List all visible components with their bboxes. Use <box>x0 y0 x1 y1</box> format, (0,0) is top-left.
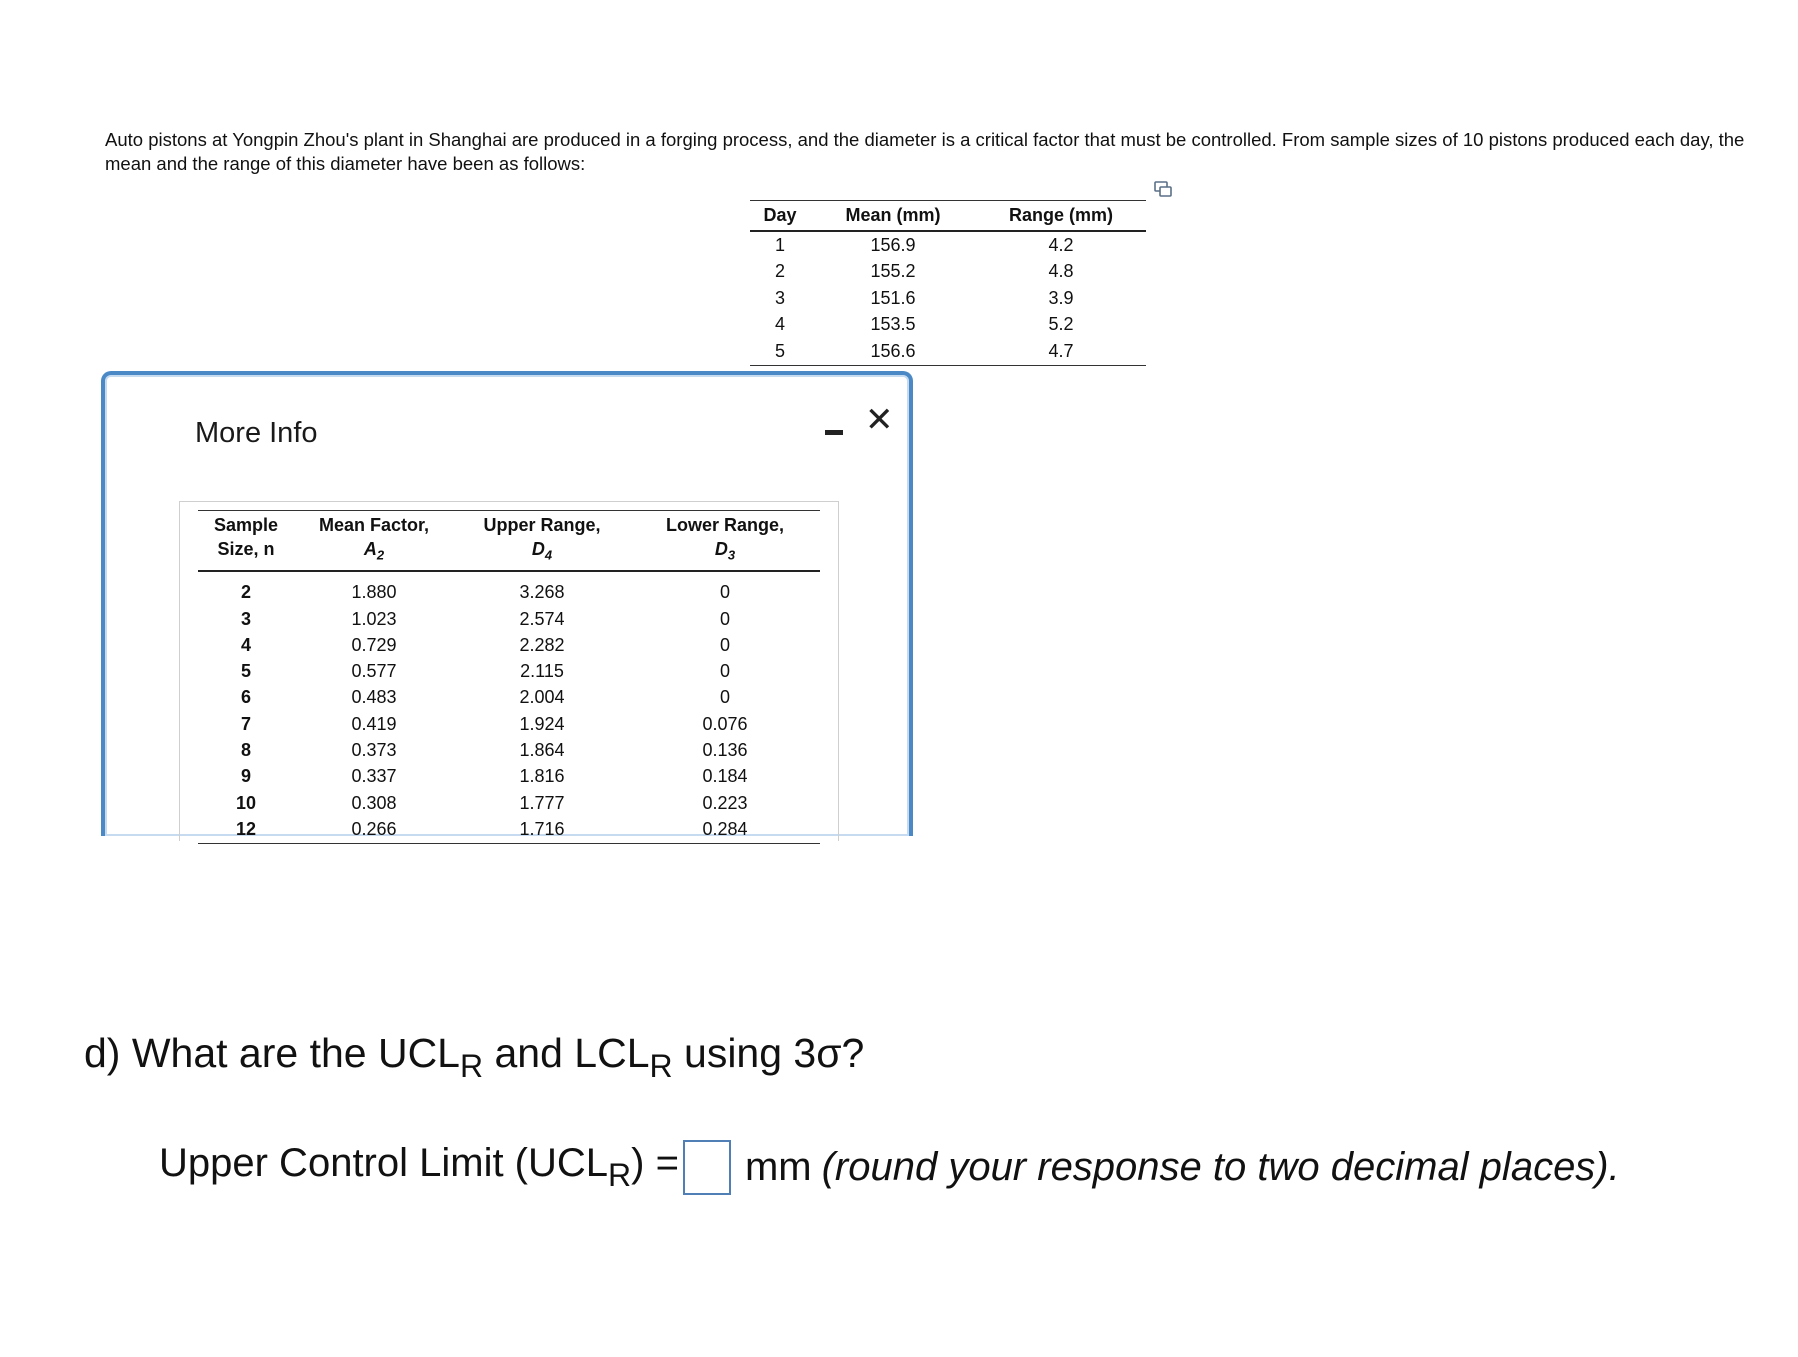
d3-cell: 0.136 <box>702 740 748 761</box>
day-cell: 3 <box>774 287 785 308</box>
table-row <box>750 312 1146 339</box>
ucl-answer-row <box>159 1140 1620 1195</box>
d4-cell: 1.864 <box>519 740 565 761</box>
d4-cell: 3.268 <box>519 582 565 603</box>
d4-cell: 1.716 <box>454 816 630 843</box>
ucl-label-text: Upper Control Limit (UCL <box>159 1141 609 1185</box>
table-row <box>750 285 1146 312</box>
d3-cell: 0 <box>719 608 730 629</box>
table-row <box>198 711 820 737</box>
table-row <box>750 259 1146 286</box>
question-sub-1: R <box>460 1048 484 1084</box>
table-row <box>750 338 1146 365</box>
table-row <box>198 737 820 763</box>
d4-cell: 1.924 <box>519 713 565 734</box>
d3-symbol-sub: 3 <box>727 547 736 563</box>
header-upper-range-line1: Upper Range, <box>483 515 601 535</box>
question-text-3: using 3σ? <box>672 1030 865 1076</box>
question-text-1: d) What are the UCL <box>84 1030 460 1076</box>
a2-cell: 0.373 <box>351 740 397 761</box>
question-sub-2: R <box>649 1048 673 1084</box>
header-sample-size <box>198 511 294 571</box>
table-row <box>198 790 820 816</box>
table-row <box>198 658 820 684</box>
range-cell: 4.8 <box>1048 261 1074 282</box>
ucl-label <box>159 1141 679 1194</box>
rounding-hint: (round your response to two decimal places). <box>821 1145 1620 1189</box>
sample-size-cell: 8 <box>240 740 251 761</box>
copy-to-clipboard-icon[interactable] <box>1153 180 1173 198</box>
a2-cell: 0.419 <box>351 713 397 734</box>
range-cell: 4.7 <box>976 338 1146 365</box>
close-icon[interactable]: ✕ <box>865 401 894 439</box>
d4-symbol <box>531 539 553 563</box>
d4-cell: 2.282 <box>519 634 565 655</box>
sample-size-cell: 10 <box>235 792 257 813</box>
a2-cell: 0.266 <box>294 816 454 843</box>
d4-cell: 2.574 <box>519 608 565 629</box>
a2-cell: 0.729 <box>351 634 397 655</box>
mean-cell: 156.6 <box>810 338 976 365</box>
d3-cell: 0 <box>719 661 730 682</box>
sample-size-cell: 7 <box>240 713 251 734</box>
sample-size-cell: 4 <box>240 634 251 655</box>
a2-cell: 1.023 <box>351 608 397 629</box>
mean-cell: 151.6 <box>870 287 916 308</box>
sample-size-cell: 12 <box>198 816 294 843</box>
header-mean-factor-line1: Mean Factor, <box>318 515 430 535</box>
range-cell: 3.9 <box>1048 287 1074 308</box>
d3-cell: 0 <box>719 582 730 603</box>
control-chart-factor-table <box>198 510 820 844</box>
ucl-answer-input[interactable] <box>683 1140 731 1195</box>
factor-table-frame <box>179 501 839 841</box>
d4-symbol-sub: 4 <box>544 547 553 563</box>
sample-size-cell: 3 <box>240 608 251 629</box>
ucl-label-sub: R <box>608 1157 632 1193</box>
table-row <box>198 606 820 632</box>
d4-symbol-letter: D <box>531 539 545 559</box>
table-row <box>750 231 1146 259</box>
header-range: Range (mm) <box>976 201 1146 232</box>
range-cell: 5.2 <box>1048 314 1074 335</box>
a2-cell: 1.880 <box>351 582 397 603</box>
minimize-icon[interactable] <box>824 418 844 438</box>
a2-cell: 0.483 <box>351 687 397 708</box>
header-mean: Mean (mm) <box>810 201 976 232</box>
d4-cell: 1.816 <box>519 766 565 787</box>
d3-cell: 0.223 <box>702 792 748 813</box>
d3-cell: 0 <box>719 687 730 708</box>
header-day: Day <box>750 201 810 232</box>
mean-cell: 153.5 <box>870 314 916 335</box>
table-row <box>198 816 820 843</box>
daily-diameter-table <box>750 200 1146 366</box>
problem-intro: Auto pistons at Yongpin Zhou's plant in Shanghai are produced in a forging process, and the diameter is a critical factor that must be controlled. From sample sizes of 10 pistons produced each day, the mean and the range of this diameter have been as follows: <box>105 129 1745 174</box>
header-lower-range-line1: Lower Range, <box>665 515 785 535</box>
question-prompt <box>84 1030 864 1085</box>
more-info-dialog <box>101 371 913 839</box>
table-row <box>198 685 820 711</box>
table-row <box>198 764 820 790</box>
d3-cell: 0 <box>719 634 730 655</box>
d4-cell: 1.777 <box>519 792 565 813</box>
day-cell: 2 <box>774 261 785 282</box>
a2-cell: 0.337 <box>351 766 397 787</box>
table-row <box>198 571 820 606</box>
d3-cell: 0.184 <box>702 766 748 787</box>
sample-size-cell: 5 <box>240 661 251 682</box>
header-sample-size-line1: Sample <box>213 515 279 535</box>
d4-cell: 2.004 <box>519 687 565 708</box>
a2-symbol <box>363 539 385 563</box>
sample-size-cell: 9 <box>240 766 251 787</box>
d4-cell: 2.115 <box>520 661 564 682</box>
ucl-label-end: ) = <box>631 1141 679 1185</box>
table-row <box>198 632 820 658</box>
mean-cell: 155.2 <box>870 261 916 282</box>
header-mean-factor <box>294 511 454 571</box>
a2-cell: 0.577 <box>351 661 397 682</box>
d3-symbol-letter: D <box>714 539 728 559</box>
day-cell: 4 <box>774 314 785 335</box>
question-text-2: and LCL <box>483 1030 650 1076</box>
a2-cell: 0.308 <box>351 792 397 813</box>
a2-symbol-letter: A <box>363 539 377 559</box>
sample-size-cell: 2 <box>240 582 251 603</box>
dialog-title: More Info <box>195 417 318 449</box>
header-lower-range <box>630 511 820 571</box>
d3-symbol <box>714 539 736 563</box>
day-cell: 1 <box>774 234 785 255</box>
mean-cell: 156.9 <box>870 234 916 255</box>
sample-size-cell: 6 <box>240 687 251 708</box>
d3-cell: 0.284 <box>630 816 820 843</box>
header-sample-size-line2: Size, n <box>217 539 275 559</box>
header-upper-range <box>454 511 630 571</box>
d3-cell: 0.076 <box>702 713 748 734</box>
day-cell: 5 <box>750 338 810 365</box>
a2-symbol-sub: 2 <box>376 547 385 563</box>
unit-label: mm <box>744 1145 812 1189</box>
range-cell: 4.2 <box>1048 234 1074 255</box>
